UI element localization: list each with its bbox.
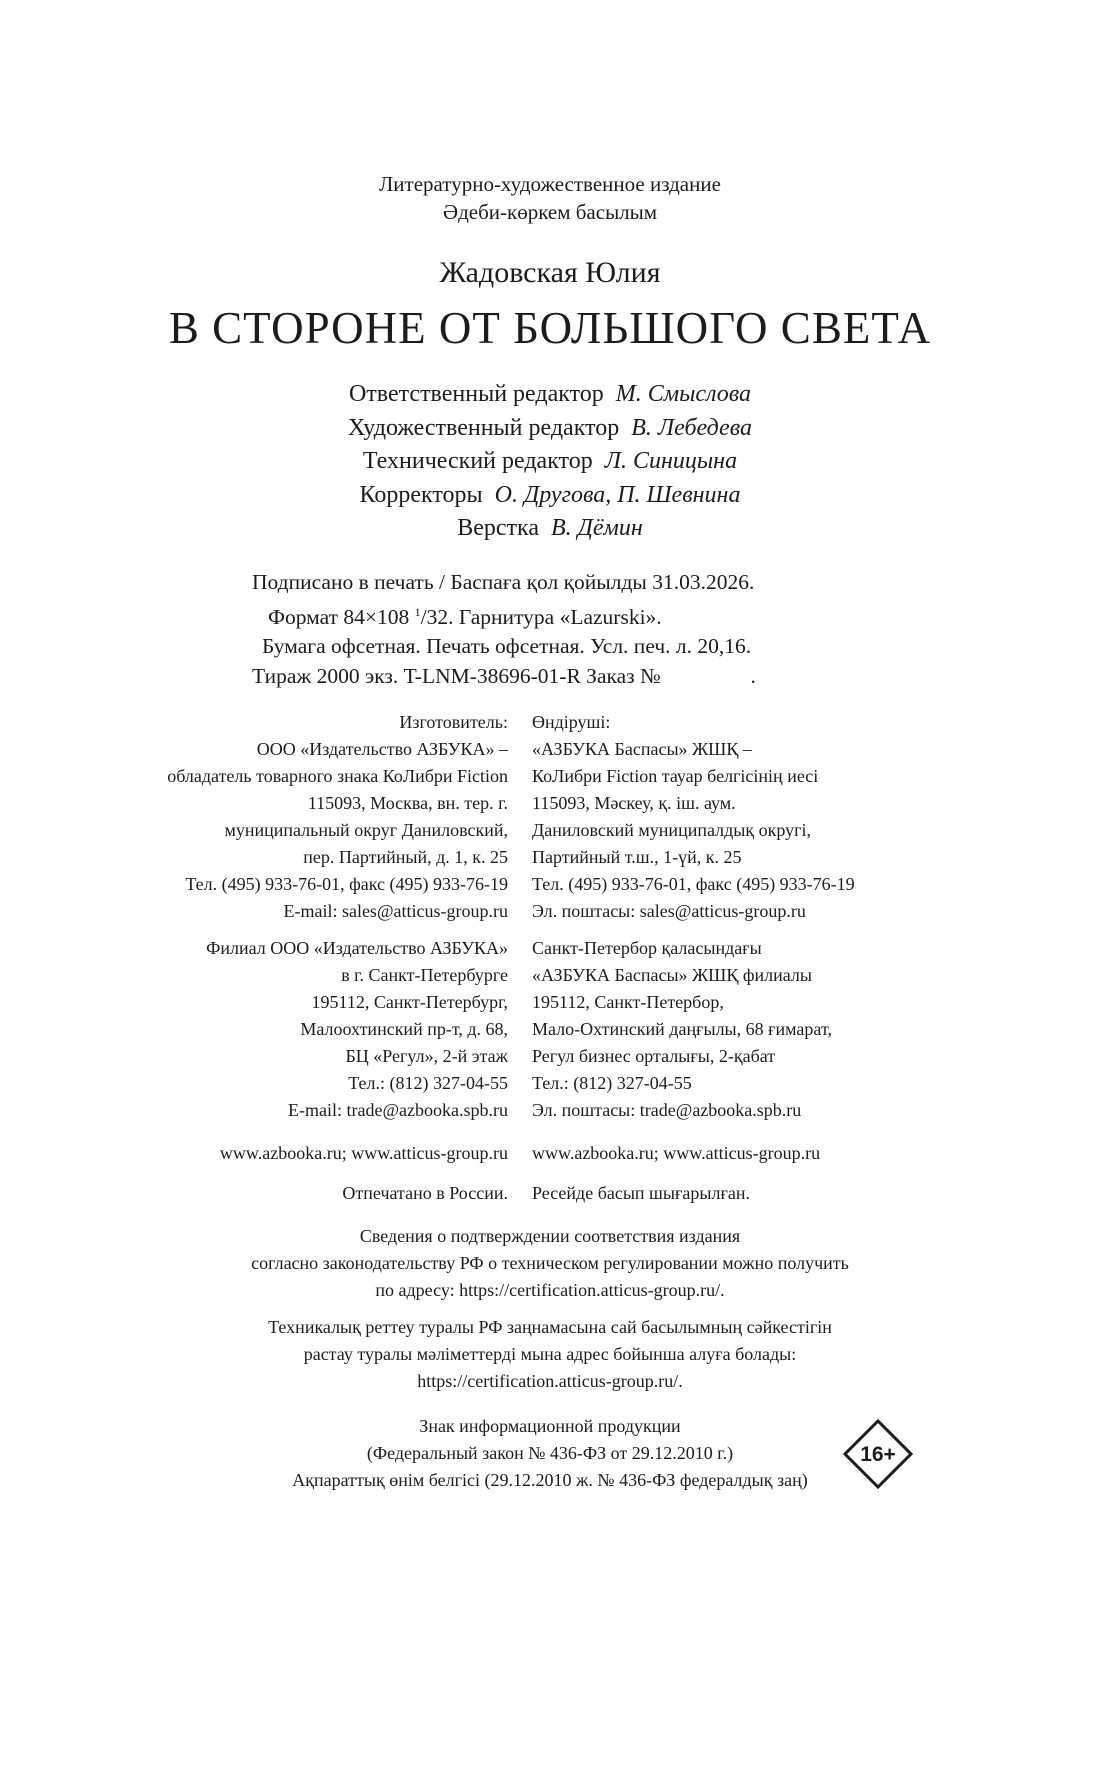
manufacturer-kz: Өндіруші: «АЗБУКА Баспасы» ЖШҚ – КоЛибри Fiction тауар белгісінің иесі 115093, Мәскеу, қ. іш. аум. Даниловский муниципалдық округі, Партийный т.ш., 1-үй, к. 25 Тел. (495) 933-76-01, факс (495) 933-76-19 Эл. поштасы: sales@atticus-group.ru [532, 712, 855, 921]
editor-line: Художественный редактор В. Лебедева [348, 414, 752, 441]
branch-kz: Санкт-Петербор қаласындағы «АЗБУКА Баспасы» ЖШҚ филиалы 195112, Санкт-Петербор, Мало-Охтинский даңғылы, 68 ғимарат, Регул бизнес орталығы, 2-қабат Тел.: (812) 327-04-55 Эл. поштасы: trade@azbooka.spb.ru [532, 938, 832, 1120]
print-signed: Подписано в печать / Баспаға қол қойылды 31.03.2026. [252, 570, 755, 594]
editor-line: Ответственный редактор М. Смыслова [348, 381, 752, 407]
age-rating-badge [843, 1419, 913, 1489]
editors-block [0, 378, 1100, 546]
genre-ru: Литературно-художественное издание [379, 172, 721, 196]
branch-ru: Филиал ООО «Издательство АЗБУКА» в г. Санкт-Петербурге 195112, Санкт-Петербург, Малоохтинский пр-т, д. 68, БЦ «Регул», 2-й этаж Тел.: (812) 327-04-55 E-mail: trade@azbooka.spb.ru [206, 938, 508, 1120]
info-product-sign: Знак информационной продукции (Федеральный закон № 436-ФЗ от 29.12.2010 г.) Ақпараттық өнім белгісі (29.12.2010 ж. № 436-ФЗ федералдық заң) [292, 1416, 808, 1490]
age-rating-text: 16+ [860, 1443, 896, 1466]
author-name: Жадовская Юлия [439, 256, 661, 289]
print-format: Формат 84×108 $^1$/32. Гарнитура «Lazurski». [268, 604, 662, 629]
print-paper: Бумага офсетная. Печать офсетная. Усл. печ. л. 20,16. [262, 634, 752, 659]
genre-kz: Әдеби-көркем басылым [442, 200, 658, 224]
websites-kz: www.azbooka.ru; www.atticus-group.ru [532, 1143, 821, 1163]
certification-ru: Сведения о подтверждении соответствия издания согласно законодательству РФ о техническом регулировании можно получить по адресу: https://certification.atticus-group.ru/. [251, 1226, 849, 1300]
printed-in-ru: Отпечатано в России. [342, 1183, 508, 1203]
print-info [0, 568, 1100, 691]
genre-block [0, 170, 1100, 226]
editor-line: Технический редактор Л. Синицына [362, 448, 738, 474]
book-title: В СТОРОНЕ ОТ БОЛЬШОГО СВЕТА [168, 303, 932, 353]
printed-in-kz: Ресейде басып шығарылған. [532, 1183, 750, 1203]
print-run: Тираж 2000 экз. T-LNM-38696-01-R Заказ № . [252, 663, 756, 688]
websites-ru: www.azbooka.ru; www.atticus-group.ru [219, 1143, 508, 1163]
editor-line: Верстка В. Дёмин [457, 515, 643, 541]
certification-kz: Техникалық реттеу туралы РФ заңнамасына сай басылымның сәйкестігін растау туралы мәліметтерді мына адрес бойынша алуға болады: https://certification.atticus-group.ru/. [268, 1317, 832, 1391]
editor-line: Корректоры О. Другова, П. Шевнина [359, 481, 741, 508]
manufacturer-ru: Изготовитель: ООО «Издательство АЗБУКА» – обладатель товарного знака КоЛибри Fiction 115093, Москва, вн. тер. г. муниципальный округ Даниловский, пер. Партийный, д. 1, к. 25 Тел. (495) 933-76-01, факс (495) 933-76-19 E-mail: sales@atticus-group.ru [167, 712, 508, 921]
